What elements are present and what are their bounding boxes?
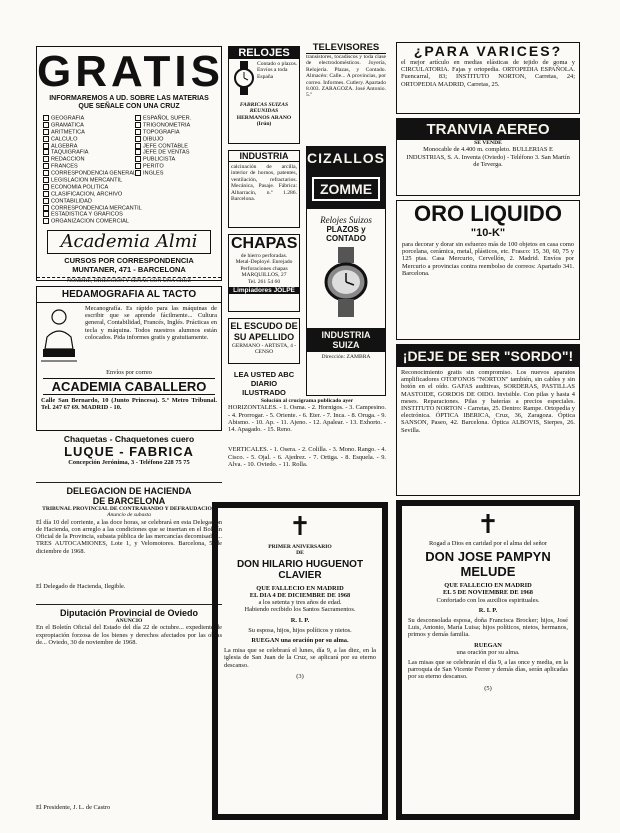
subject-item: CALCULO xyxy=(43,136,135,143)
oviedo-sign: El Presidente, J. L. de Castro xyxy=(36,804,111,812)
sordo-ad xyxy=(396,344,580,496)
chaquetas-line1: Chaquetas - Chaquetones cuero xyxy=(63,434,195,444)
subject-item: GEOGRAFIA xyxy=(43,115,135,122)
subject-item: DIBUJO xyxy=(135,136,215,143)
subject-item: CORRESPONDENCIA MERCANTIL xyxy=(43,205,135,212)
tranvia-sub: SE VENDE xyxy=(474,140,502,146)
esquela1-line2: EL DIA 4 DE DICIEMBRE DE 1968 xyxy=(249,592,351,600)
hemamografia-footer1: Envíos por correo xyxy=(106,369,152,376)
abc-sub: DIARIO ILUSTRADO xyxy=(242,379,286,397)
gratis-course: CURSOS POR CORRESPONDENCIA xyxy=(64,256,194,266)
checkbox-icon xyxy=(43,129,49,135)
delegacion-notice xyxy=(36,486,222,601)
hemamografia-title: HEDAMOGRAFIA AL TACTO xyxy=(37,287,221,303)
typist-illustration xyxy=(37,303,81,365)
checkbox-icon xyxy=(43,198,49,204)
checkbox-icon xyxy=(135,149,141,155)
cinturones-addr: Dirección: ZAMBRA xyxy=(321,354,371,360)
subject-item: TOPOGRAFIA xyxy=(135,129,215,136)
oviedo-sub: ANUNCIO xyxy=(115,618,143,624)
checkbox-icon xyxy=(135,136,141,142)
escudo-ad xyxy=(228,318,300,364)
academy-name: Academia Almi xyxy=(47,230,211,254)
checkbox-icon xyxy=(135,129,141,135)
delegacion-title: DELEGACION DE HACIENDA xyxy=(66,486,192,496)
delegacion-sub2: Anuncio de subasta xyxy=(107,512,151,519)
gratis-title: GRATIS xyxy=(37,47,224,96)
relojes-title: RELOJES xyxy=(229,47,299,59)
esquela1-line3: a los setenta y tres años de edad. xyxy=(258,599,342,607)
checkbox-icon xyxy=(43,170,49,176)
oviedo-body: En el Boletín Oficial del Estado del día 22 de octubre... expediente de expropiación forzosa de los bienes y derechos afectados por las obras de... Oviedo, 30 de noviembre de 1968. xyxy=(36,624,222,646)
cinturones-title: CIZALLOS xyxy=(307,147,385,169)
hemamografia-footer2: ACADEMIA CABALLERO xyxy=(43,378,215,395)
esquela2-foot: (5) xyxy=(484,684,492,692)
subject-item: JEFE CONTABLE xyxy=(135,143,215,150)
esquela1-line1: QUE FALLECIO EN MADRID xyxy=(256,584,344,592)
sordo-title: ¡DEJE DE SER "SORDO"! xyxy=(397,345,579,367)
subject-item: JEFE DE VENTAS xyxy=(135,149,215,156)
checkbox-icon xyxy=(43,184,49,190)
esquela2-rip: R. I. P. xyxy=(478,606,498,614)
chapas-line: Tel. 261 54 60 xyxy=(247,278,281,285)
checkbox-icon xyxy=(135,170,141,176)
gratis-right-list xyxy=(135,115,215,225)
delegacion-sub: TRIBUNAL PROVINCIAL DE CONTRABANDO Y DEFRAUDACION xyxy=(42,506,216,512)
gratis-footer: NOMBRE, DIRECCION Y SEÑAS CON UNA CRUZ xyxy=(37,277,221,284)
varices-body: el mejor artículo en medias elásticas de tejido de goma y CIRCULATORIA. Fajas y ortopedia. ORTOPEDIA ESPAÑOLA. Fuencarral, 83; INSTITUTO NORTON, Carretas, 24; ORTOPEDIA MADRID, Carretas, 25. xyxy=(401,59,575,88)
checkbox-icon xyxy=(43,115,49,121)
esquela-huguenot xyxy=(212,502,388,820)
esquela2-name1: DON JOSE PAMPYN xyxy=(425,549,551,565)
esquela1-name2: CLAVIER xyxy=(278,569,322,581)
checkbox-icon xyxy=(43,211,49,217)
checkbox-icon xyxy=(135,143,141,149)
oro-body: para decorar y dorar sin esfuerzo más de 100 objetos en casa como porcelana, cerámica, metal, plásticos, etc. Frasco: 15, 30, 60, 75 y 125 ptas. Casa Mercurio, Cervellón, 2. Madrid. Envíos por Mercurio a provincias contra reembolso de correos: Apartado 341. Barcelona. xyxy=(402,241,574,277)
checkbox-icon xyxy=(135,115,141,121)
subject-item: GRAMATICA xyxy=(43,122,135,129)
gratis-address: MUNTANER, 471 - BARCELONA xyxy=(72,265,186,275)
esquela2-ruegan2: una oración por su alma. xyxy=(456,648,520,656)
checkbox-icon xyxy=(43,143,49,149)
relojes-bottom: FABRICAS SUIZAS REUNIDAS xyxy=(239,102,289,115)
checkbox-icon xyxy=(43,205,49,211)
checkbox-icon xyxy=(135,156,141,162)
cinturones-sub: Relojes Suizos xyxy=(320,215,372,225)
varices-ad xyxy=(396,42,580,114)
esquela1-de: DE xyxy=(296,550,304,557)
industria-body: calcinación de arcilla, interior de hornos, patentes, ventilación, refractarios. Mecánica, Pasaje. Fábrica: Albarracín, n.º 1.286. Barcelona. xyxy=(231,164,297,203)
esquela1-line4: Habiendo recibido los Santos Sacramentos. xyxy=(244,606,356,614)
esquela1-name1: DON HILARIO HUGUENOT xyxy=(236,558,364,570)
checkbox-icon xyxy=(43,191,49,197)
esquela2-line2: EL 5 DE NOVIEMBRE DE 1968 xyxy=(442,589,533,597)
hemamografia-body: Mecanografía. Es rápido para las máquinas de escribir que se aprende fácilmente... Cultura general, Contabilidad, Francés, Inglés. Prácticas en tecla y máquina. Todos nuestros alumnos están colocados. Pida informes gratis y gratuitamente. xyxy=(85,305,217,341)
cinturones-plazos: PLAZOS y CONTADO xyxy=(326,225,366,243)
delegacion-sign: El Delegado de Hacienda, Ilegible. xyxy=(36,582,126,590)
crossword-solution xyxy=(228,398,386,498)
esquela-pampyn xyxy=(396,500,580,820)
esquela1-body: La misa que se celebrará el lunes, día 9, a las diez, en la iglesia de San Juan de la Cruz, se aplicará por su eterno descanso. xyxy=(224,647,376,669)
gratis-ad xyxy=(36,46,224,285)
chaquetas-line2: LUQUE - FABRICA xyxy=(64,444,194,459)
cinturones-ad xyxy=(306,146,386,396)
checkbox-icon xyxy=(43,163,49,169)
checkbox-icon xyxy=(43,156,49,162)
subject-item: CLASIFICACION, ARCHIVO xyxy=(43,191,135,198)
varices-title: ¿PARA VARICES? xyxy=(413,43,563,59)
subject-item: ECONOMIA POLITICA xyxy=(43,184,135,191)
oviedo-notice xyxy=(36,608,222,823)
tranvia-ad xyxy=(396,118,580,196)
chapas-lines xyxy=(229,253,299,285)
esquela2-header: Rogad a Dios en caridad por el alma del señor xyxy=(428,540,547,547)
relojes-line: Contado o plazos. xyxy=(257,61,298,67)
subject-item: ESTADISTICA Y GRAFICOS xyxy=(43,211,135,218)
esquela1-family: Su esposa, hijos, hijos políticos y nietos. xyxy=(248,626,352,634)
watch-icon xyxy=(231,61,257,100)
subject-item: CORRESPONDENCIA GENERAL xyxy=(43,170,135,177)
escudo-title: EL ESCUDO DE SU APELLIDO xyxy=(230,321,298,342)
oviedo-title: Diputación Provincial de Oviedo xyxy=(59,608,199,618)
esquela2-family: Su desconsolada esposa, doña Francisca Brocker; hijos, José Luis, Antonio, María Luisa; hijos políticos, nietos, hermanos, primos y demás familia. xyxy=(408,617,568,639)
relojes-ad xyxy=(228,46,300,144)
chapas-title: CHAPAS xyxy=(231,235,298,252)
cross-icon: ✝ xyxy=(477,510,499,539)
tranvia-body: Monocable de 4.400 m. completo. BULLERIAS E INDUSTRIAS, S. A. Inventa (Oviedo) - Teléfono 3. San Martín de Teverga. xyxy=(406,146,570,168)
checkbox-icon xyxy=(43,136,49,142)
abc-title: LEA USTED ABC xyxy=(233,370,295,379)
cinturones-brand: INDUSTRIA SUIZA xyxy=(307,328,385,352)
subject-item: TAQUIGRAFIA xyxy=(43,149,135,156)
delegacion-body: El día 10 del corriente, a las doce horas, se celebrará en esta Delegación de Hacienda, con arreglo a las condiciones que se insertan en el Boletín Oficial de la Provincia, subasta pública de las mercancías decomisadas... TRES AUTOCAMIONES, Lote 1, y Velomotores. Barcelona, 5 de diciembre de 1968. xyxy=(36,518,222,555)
chapas-line: de hierro perforadas. xyxy=(240,253,288,259)
chapas-line: Metal-Deployé. Enrejado xyxy=(235,259,293,266)
gratis-subtitle: INFORMAREMOS A UD. SOBRE LAS MATERIAS QUE SEÑALE CON UNA CRUZ xyxy=(49,95,209,110)
esquela2-ruegan: RUEGAN xyxy=(474,641,502,649)
subject-item: TRIGONOMETRIA xyxy=(135,122,215,129)
oro-ad xyxy=(396,200,580,340)
delegacion-title2: DE BARCELONA xyxy=(92,496,166,506)
checkbox-icon xyxy=(43,218,49,224)
relojes-brand: HERMANOS ARANO (Irún) xyxy=(236,114,292,128)
subject-item: REDACCION xyxy=(43,156,135,163)
chapas-ad xyxy=(228,234,300,312)
chaquetas-ad xyxy=(36,434,222,480)
chapas-line: Perforaciones chapas xyxy=(240,265,288,272)
crossword-verticales: VERTICALES. - 1. Osera. - 2. Colilla. - 3. Mono. Rango. - 4. Cisco. - 5. Ojal. - 6. Ajedrez. - 7. Ortiga. - 8. Esquela. - 9. Alva. - 10. Oviedo. - 11. Rolla. xyxy=(228,446,386,468)
esquela2-line1: QUE FALLECIO EN MADRID xyxy=(444,582,532,590)
subject-item: PUBLICISTA xyxy=(135,156,215,163)
relojes-lines xyxy=(257,61,297,100)
esquela1-title: PRIMER ANIVERSARIO xyxy=(268,544,332,550)
checkbox-icon xyxy=(43,122,49,128)
industria-ad xyxy=(228,150,300,228)
crossword-horizontales: HORIZONTALES. - 1. Osma. - 2. Hornigos. - 3. Campesino. - 4. Prorrogar. - 5. Oriente. - 6. Eter. - 7. Inca. - 8. Oruga. - 9. Abismo. - 10. Ap. - 11. Ajeno. - 12. Apalear. - 13. Exhorto. - 14. Apagado. - 15. Reno. xyxy=(228,404,386,434)
esquela2-line3: Confortado con los auxilios espirituales. xyxy=(436,596,540,604)
sordo-body: Reconocimiento gratis sin compromiso. Los nuevos aparatos amplificadores OTOFONOS "NORTON" también, sin cables y sin botón en el oído. GAFAS auditivas, SORDERAS, PASTILLAS MASTOIDE, GORDOS DE OIDO. Invisible. Con pilas y hasta 4 meses. Reparaciones. Pilas y baterías a precios especiales. INSTITUTO NORTON - Carretas, 25. Dentro: Rampe. Ortopedia y electrónica. ÓPTICA IBERICA, Cruz, 36, Zaragoza. Óptica SANSON, Paseo, 42. Barcelona. Óptica ALBOVIS, Sierpes, 26. Sevilla. xyxy=(401,369,575,434)
crossword-heading: Solución al crucigrama publicado ayer xyxy=(260,398,354,404)
chapas-bottom: Limpiadores JOLPE xyxy=(229,287,299,294)
subject-item: LEGISLACION MERCANTIL xyxy=(43,177,135,184)
esquela2-name2: MELUDE xyxy=(460,564,516,580)
wristwatch-icon xyxy=(307,247,385,322)
oro-sub: "10-K" xyxy=(470,227,506,239)
checkbox-icon xyxy=(43,149,49,155)
escudo-sub: GERMANO - ARTISTA, 4 - CENSO xyxy=(231,343,297,356)
relojes-line: Envíos a toda xyxy=(257,67,288,74)
chaquetas-line3: Concepción Jerónima, 3 - Teléfono 228 75 75 xyxy=(68,459,190,466)
televisores-title: TELEVISORES xyxy=(306,42,386,54)
subject-item: FRANCES xyxy=(43,163,135,170)
checkbox-icon xyxy=(135,163,141,169)
gratis-left-list xyxy=(43,115,142,225)
abc-ad xyxy=(228,370,300,397)
subject-item: ALGEBRA xyxy=(43,143,135,150)
subject-item: ESPAÑOL SUPER. xyxy=(135,115,215,122)
esquela2-body: Las misas que se celebrarán el día 9, a las once y media, en la parroquia de San Vicente Ferrer y demás días, serán aplicadas por su eterno descanso. xyxy=(408,659,568,681)
televisores-ad xyxy=(306,42,386,142)
subject-item: ORGANIZACION COMERCIAL xyxy=(43,218,135,225)
cross-icon: ✝ xyxy=(289,512,311,541)
esquela1-rip: R. I. P. xyxy=(290,616,310,624)
subject-item: ARITMETICA xyxy=(43,129,135,136)
tranvia-title: TRANVIA AEREO xyxy=(397,119,579,140)
esquela1-ruegan: RUEGAN una oración por su alma. xyxy=(251,637,349,645)
relojes-line: España xyxy=(257,73,274,80)
gratis-checklist xyxy=(37,115,221,225)
televisores-body: transistores, tocadiscos y toda clase de electrodomésticos. Joyería, Relojería. Plazas, y Contado. Almacén: Calle... A provincias, por correo. Informes. Cutlery. Apartado 8.003. ZARAGOZA. José Antonio. 5.º xyxy=(306,54,386,99)
industria-title: INDUSTRIA xyxy=(229,151,299,162)
subject-item: PERITO xyxy=(135,163,215,170)
esquela1-foot: (3) xyxy=(296,672,304,680)
checkbox-icon xyxy=(135,122,141,128)
oro-title: ORO LIQUIDO xyxy=(414,201,562,226)
checkbox-icon xyxy=(43,177,49,183)
hemamografia-footer3: Calle San Bernardo, 10 (Junto Princesa). 5.º Metro Tribunal. Tel. 247 67 69. MADRID - 10. xyxy=(41,397,217,412)
newspaper-page xyxy=(28,38,584,823)
subject-item: CONTABILIDAD xyxy=(43,198,135,205)
hemamografia-ad xyxy=(36,286,222,431)
chapas-line: MARQUILLOS, 27 xyxy=(241,272,287,279)
subject-item: INGLES xyxy=(135,170,215,177)
cinturones-logo: ZOMME xyxy=(312,177,380,201)
